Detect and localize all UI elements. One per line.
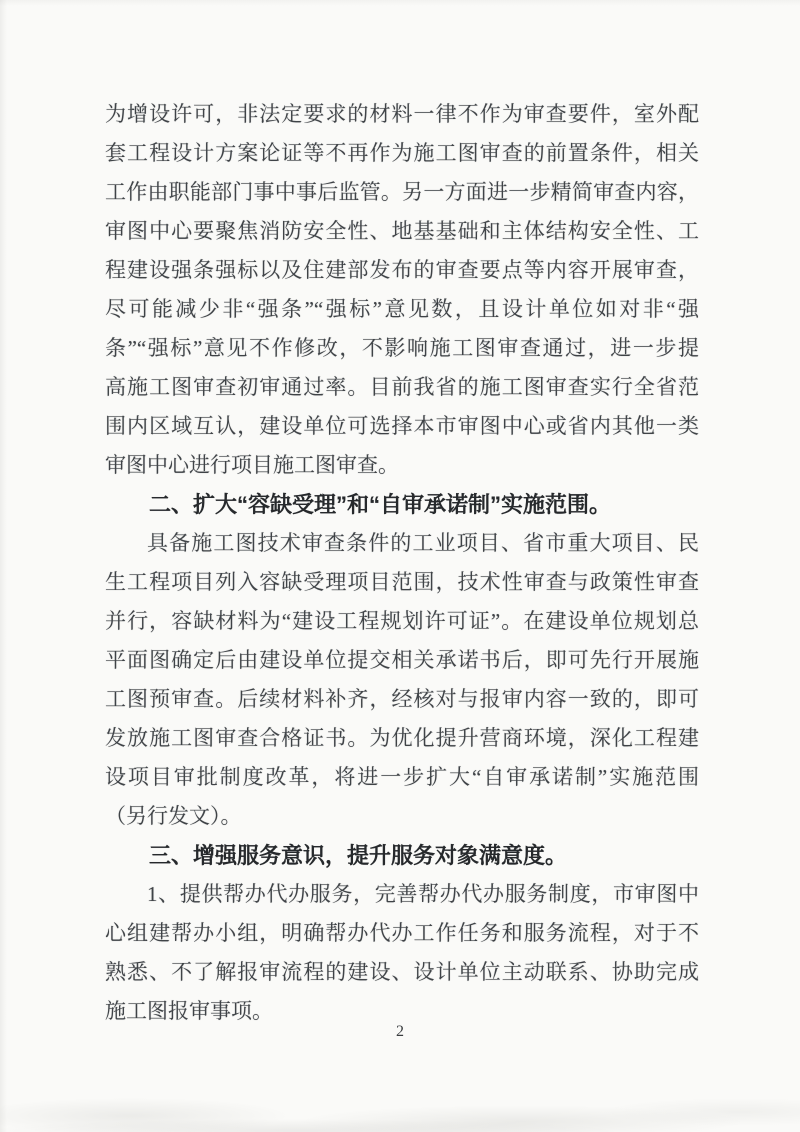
text-line: 工图预审查。后续材料补齐，经核对与报审内容一致的，即可 [105, 687, 699, 711]
text-line: 高施工图审查初审通过率。目前我省的施工图审查实行全省范 [105, 375, 699, 399]
text-line: 程建设强条强标以及住建部发布的审查要点等内容开展审查， [105, 258, 699, 282]
text-line: 1、提供帮办代办服务，完善帮办代办服务制度，市审图中 [147, 882, 699, 906]
text-line: 平面图确定后由建设单位提交相关承诺书后，即可先行开展施 [105, 648, 699, 672]
text-line: 为增设许可，非法定要求的材料一律不作为审查要件，室外配 [105, 102, 699, 126]
text-line: 设项目审批制度改革，将进一步扩大“自审承诺制”实施范围 [105, 765, 699, 789]
text-line: 工作由职能部门事中事后监管。另一方面进一步精简审查内容， [105, 180, 699, 204]
text-line: 围内区域互认，建设单位可选择本市审图中心或省内其他一类 [105, 414, 699, 438]
page-number: 2 [396, 1023, 404, 1040]
text-line: 尽可能减少非“强条”“强标”意见数，且设计单位如对非“强 [105, 297, 699, 321]
text-line: 审图中心进行项目施工图审查。 [105, 453, 399, 477]
text-line: 熟悉、不了解报审流程的建设、设计单位主动联系、协助完成 [105, 960, 699, 984]
text-line: （另行发文）。 [105, 804, 242, 828]
text-line: 审图中心要聚焦消防安全性、地基基础和主体结构安全性、工 [105, 219, 699, 243]
text-line: 施工图报审事项。 [105, 999, 273, 1023]
text-line: 具备施工图技术审查条件的工业项目、省市重大项目、民 [147, 531, 699, 555]
section-heading: 三、增强服务意识，提升服务对象满意度。 [149, 843, 568, 868]
text-line: 心组建帮办小组，明确帮办代办工作任务和服务流程，对于不 [105, 921, 699, 945]
text-line: 条”“强标”意见不作修改，不影响施工图审查通过，进一步提 [105, 336, 699, 360]
section-heading: 二、扩大“容缺受理”和“自审承诺制”实施范围。 [149, 492, 612, 517]
document-text [105, 95, 699, 1031]
text-line: 套工程设计方案论证等不再作为施工图审查的前置条件，相关 [105, 141, 699, 165]
text-line: 并行，容缺材料为“建设工程规划许可证”。在建设单位规划总 [105, 609, 699, 633]
text-line: 生工程项目列入容缺受理项目范围，技术性审查与政策性审查 [105, 570, 699, 594]
text-line: 发放施工图审查合格证书。为优化提升营商环境，深化工程建 [105, 726, 699, 750]
